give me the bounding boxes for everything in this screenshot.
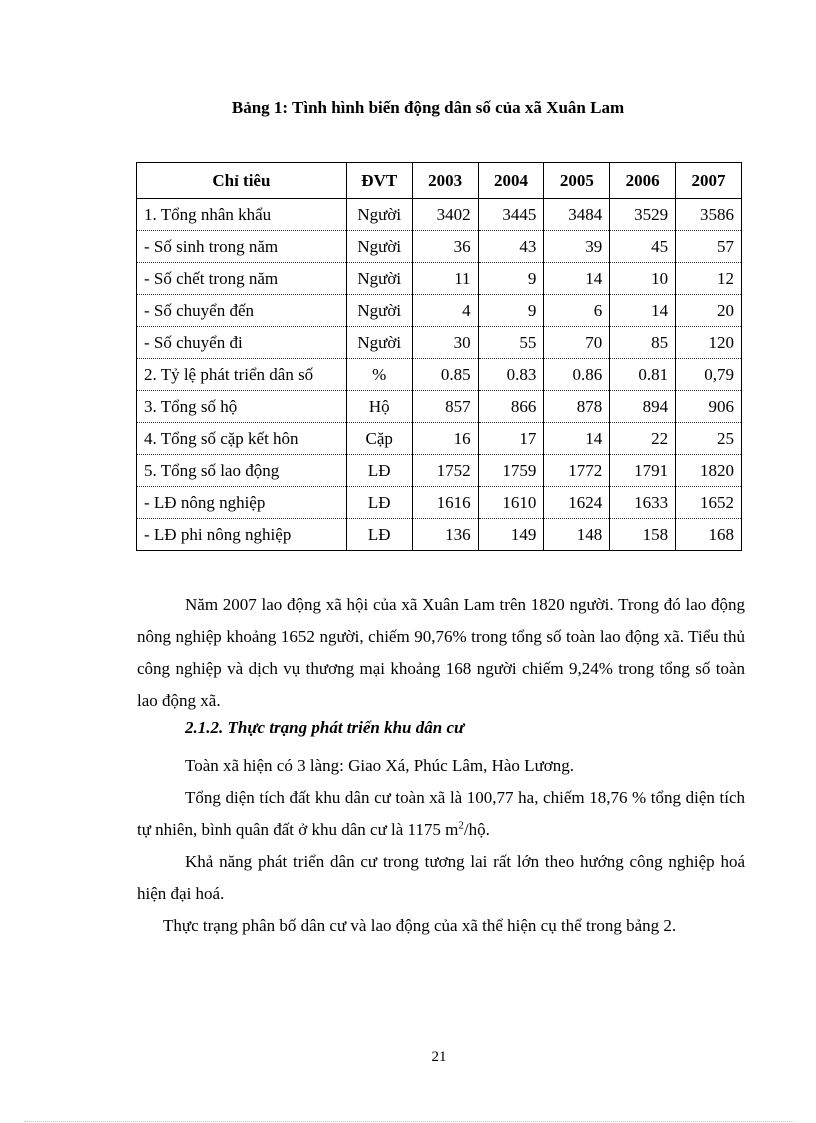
cell-2003: 4 [412, 295, 478, 327]
cell-unit: Người [346, 199, 412, 231]
cell-2003: 1616 [412, 487, 478, 519]
section-heading: 2.1.2. Thực trạng phát triển khu dân cư [185, 718, 465, 737]
cell-indicator: - Số chết trong năm [137, 263, 347, 295]
cell-2005: 148 [544, 519, 610, 551]
cell-2006: 1633 [610, 487, 676, 519]
header-indicator: Chỉ tiêu [137, 163, 347, 199]
cell-2007: 20 [676, 295, 742, 327]
population-table [136, 162, 742, 551]
cell-indicator: 5. Tổng số lao động [137, 455, 347, 487]
cell-2006: 158 [610, 519, 676, 551]
header-2006: 2006 [610, 163, 676, 199]
cell-2006: 22 [610, 423, 676, 455]
cell-2007: 1652 [676, 487, 742, 519]
table-row [137, 231, 742, 263]
table-row [137, 295, 742, 327]
cell-2007: 3586 [676, 199, 742, 231]
cell-2005: 1772 [544, 455, 610, 487]
page-number: 21 [431, 1049, 447, 1065]
cell-2004: 9 [478, 295, 544, 327]
cell-indicator: - Số chuyển đi [137, 327, 347, 359]
table-row [137, 199, 742, 231]
cell-2006: 1791 [610, 455, 676, 487]
cell-unit: Người [346, 295, 412, 327]
cell-unit: Người [346, 231, 412, 263]
header-2004: 2004 [478, 163, 544, 199]
cell-unit: LĐ [346, 455, 412, 487]
cell-2004: 149 [478, 519, 544, 551]
cell-unit: Người [346, 263, 412, 295]
paragraph-labor: Năm 2007 lao động xã hội của xã Xuân Lam trên 1820 người. Trong đó lao động nông nghiệp khoảng 1652 người, chiếm 90,76% trong tổng số toàn lao động xã. Tiểu thủ công nghiệp và dịch vụ thương mại khoảng 168 người chiếm 9,24% trong tổng số toàn lao động xã. [137, 595, 745, 710]
cell-2004: 43 [478, 231, 544, 263]
header-unit: ĐVT [346, 163, 412, 199]
cell-2006: 3529 [610, 199, 676, 231]
table-row [137, 455, 742, 487]
cell-2006: 894 [610, 391, 676, 423]
cell-2003: 857 [412, 391, 478, 423]
cell-2003: 3402 [412, 199, 478, 231]
cell-2006: 85 [610, 327, 676, 359]
cell-indicator: - LĐ phi nông nghiệp [137, 519, 347, 551]
cell-2003: 1752 [412, 455, 478, 487]
cell-2003: 11 [412, 263, 478, 295]
cell-2004: 17 [478, 423, 544, 455]
cell-2007: 906 [676, 391, 742, 423]
paragraph-development: Khả năng phát triển dân cư trong tương lai rất lớn theo hướng công nghiệp hoá hiện đại hoá. [137, 852, 745, 903]
cell-2004: 55 [478, 327, 544, 359]
cell-2003: 36 [412, 231, 478, 263]
table-row [137, 487, 742, 519]
cell-2003: 0.85 [412, 359, 478, 391]
cell-2004: 3445 [478, 199, 544, 231]
cell-2003: 136 [412, 519, 478, 551]
paragraph-table2-ref: Thực trạng phân bố dân cư và lao động của xã thể hiện cụ thể trong bảng 2. [163, 916, 677, 935]
cell-2005: 3484 [544, 199, 610, 231]
land-area-unit: /hộ. [463, 820, 490, 839]
cell-2006: 10 [610, 263, 676, 295]
cell-2003: 16 [412, 423, 478, 455]
cell-2006: 0.81 [610, 359, 676, 391]
paragraph-land-area [137, 782, 745, 846]
cell-2005: 14 [544, 423, 610, 455]
cell-2004: 9 [478, 263, 544, 295]
cell-2006: 14 [610, 295, 676, 327]
cell-unit: Người [346, 327, 412, 359]
superscript-2: 2 [458, 819, 464, 832]
land-area-text: Tổng diện tích đất khu dân cư toàn xã là 100,77 ha, chiếm 18,76 % tổng diện tích tự nhiên, bình quân đất ở khu dân cư là 1175 m [137, 788, 745, 839]
cell-unit: Cặp [346, 423, 412, 455]
cell-2005: 39 [544, 231, 610, 263]
table-row [137, 263, 742, 295]
cell-2005: 878 [544, 391, 610, 423]
cell-2007: 25 [676, 423, 742, 455]
table-row [137, 327, 742, 359]
table-row [137, 519, 742, 551]
cell-unit: LĐ [346, 487, 412, 519]
cell-indicator: - Số sinh trong năm [137, 231, 347, 263]
cell-2007: 12 [676, 263, 742, 295]
cell-2005: 0.86 [544, 359, 610, 391]
cell-2004: 866 [478, 391, 544, 423]
cell-indicator: 2. Tỷ lệ phát triển dân số [137, 359, 347, 391]
cell-2007: 1820 [676, 455, 742, 487]
table-header-row [137, 163, 742, 199]
cell-2007: 0,79 [676, 359, 742, 391]
cell-2006: 45 [610, 231, 676, 263]
cell-2003: 30 [412, 327, 478, 359]
cell-2005: 1624 [544, 487, 610, 519]
table-row [137, 423, 742, 455]
cell-unit: % [346, 359, 412, 391]
cell-unit: Hộ [346, 391, 412, 423]
cell-2007: 120 [676, 327, 742, 359]
cell-2004: 0.83 [478, 359, 544, 391]
cell-indicator: 4. Tổng số cặp kết hôn [137, 423, 347, 455]
paragraph-villages: Toàn xã hiện có 3 làng: Giao Xá, Phúc Lâm, Hào Lương. [185, 756, 575, 775]
cell-2007: 168 [676, 519, 742, 551]
header-2003: 2003 [412, 163, 478, 199]
cell-indicator: - LĐ nông nghiệp [137, 487, 347, 519]
cell-unit: LĐ [346, 519, 412, 551]
cell-2007: 57 [676, 231, 742, 263]
cell-2005: 6 [544, 295, 610, 327]
table-title: Bảng 1: Tình hình biến động dân số của xã Xuân Lam [231, 98, 625, 117]
cell-2004: 1759 [478, 455, 544, 487]
table-body [137, 199, 742, 551]
table-row [137, 391, 742, 423]
cell-indicator: 3. Tổng số hộ [137, 391, 347, 423]
cell-2005: 70 [544, 327, 610, 359]
cell-indicator: - Số chuyển đến [137, 295, 347, 327]
footer-dotted-line [24, 1121, 794, 1122]
cell-2004: 1610 [478, 487, 544, 519]
table-row [137, 359, 742, 391]
cell-indicator: 1. Tổng nhân khẩu [137, 199, 347, 231]
header-2005: 2005 [544, 163, 610, 199]
cell-2005: 14 [544, 263, 610, 295]
header-2007: 2007 [676, 163, 742, 199]
